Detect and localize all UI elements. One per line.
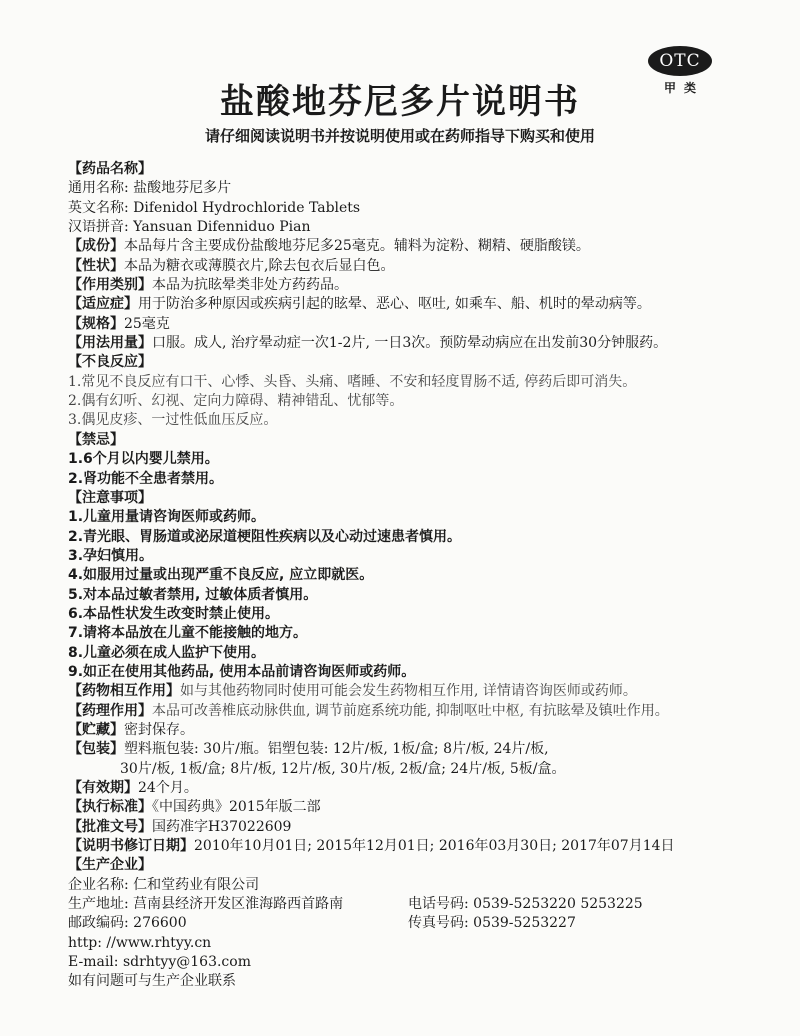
precautions-header: 【注意事项】: [68, 489, 152, 506]
precaution-item: 9.如正在使用其他药品, 使用本品前请咨询医师或药师。: [68, 663, 416, 680]
indications-text: 用于防治多种原因或疾病引起的眩晕、恶心、呕吐, 如乘车、船、机时的晕动病等。: [138, 296, 651, 313]
packaging-row: [68, 740, 788, 759]
otc-badge: OTC: [648, 46, 712, 76]
approval-row: [68, 818, 788, 837]
precaution-item: 2.青光眼、胃肠道或泌尿道梗阻性疾病以及心动过速患者慎用。: [68, 528, 462, 545]
precaution-item: 1.儿童用量请咨询医师或药师。: [68, 509, 266, 526]
precaution-item: 6.本品性状发生改变时禁止使用。: [68, 605, 280, 622]
validity-text: 24个月。: [138, 780, 198, 796]
page-subtitle: 请仔细阅读说明书并按说明使用或在药师指导下购买和使用: [204, 127, 595, 145]
dosage-row: [68, 334, 788, 353]
postcode-row: [68, 914, 788, 933]
dosage-text: 口服。成人, 治疗晕动症一次1-2片, 一日3次。预防晕动病应在出发前30分钟服药。: [152, 335, 668, 352]
revision-row: [68, 837, 788, 856]
otc-class-label: 甲类: [663, 81, 704, 95]
english-name: 英文名称: Difenidol Hydrochloride Tablets: [68, 199, 361, 216]
precaution-item: 3.孕妇慎用。: [68, 547, 154, 564]
adverse-header: 【不良反应】: [68, 354, 152, 371]
standard-text: 《中国药典》2015年版二部: [152, 799, 321, 816]
pharmacology-row: [68, 702, 788, 721]
composition-header: 【成份】: [68, 238, 124, 255]
interactions-text: 如与其他药物同时使用可能会发生药物相互作用, 详情请咨询医师或药师。: [180, 683, 637, 700]
production-address: 生产地址: 莒南县经济开发区淮海路西首路南: [68, 896, 344, 913]
pharmacology-header: 【药理作用】: [68, 702, 152, 719]
specification-row: [68, 315, 788, 334]
composition-text: 本品每片含主要成份盐酸地芬尼多25毫克。辅料为淀粉、糊精、硬脂酸镁。: [124, 238, 590, 255]
fax-number: 传真号码: 0539-5253227: [408, 915, 576, 932]
contraindication-item: 2.肾功能不全患者禁用。: [68, 470, 224, 487]
adverse-item: 1.常见不良反应有口干、心悸、头昏、头痛、嗜睡、不安和轻度胃肠不适, 停药后即可消失。: [68, 373, 637, 390]
website: http: //www.rhtyy.cn: [68, 934, 212, 951]
revision-header: 【说明书修订日期】: [68, 838, 194, 855]
composition-row: [68, 237, 788, 256]
specification-header: 【规格】: [68, 315, 124, 332]
indications-header: 【适应症】: [68, 296, 138, 313]
generic-name: 通用名称: 盐酸地芬尼多片: [68, 180, 232, 197]
precaution-item: 5.对本品过敏者禁用, 过敏体质者慎用。: [68, 586, 318, 603]
postcode: 邮政编码: 276600: [68, 915, 187, 932]
category-row: [68, 276, 788, 295]
category-header: 【作用类别】: [68, 277, 152, 294]
company-name: 企业名称: 仁和堂药业有限公司: [68, 876, 260, 893]
description-row: [68, 257, 788, 276]
precaution-item: 7.请将本品放在儿童不能接触的地方。: [68, 625, 308, 642]
pharmacology-text: 本品可改善椎底动脉供血, 调节前庭系统功能, 抑制呕吐中枢, 有抗眩晕及镇吐作用。: [152, 702, 669, 719]
pinyin-name: 汉语拼音: Yansuan Difenniduo Pian: [68, 219, 311, 236]
approval-text: 国药准字H37022609: [152, 818, 292, 835]
revision-text: 2010年10月01日; 2015年12月01日; 2016年03月30日; 2017年07月14日: [194, 838, 675, 855]
description-header: 【性状】: [68, 257, 124, 274]
address-row: [68, 895, 788, 914]
packaging-text-2: 30片/板, 1板/盒; 8片/板, 12片/板, 30片/板, 2板/盒; 24片/板, 5板/盒。: [120, 760, 566, 777]
indications-row: [68, 295, 788, 314]
storage-row: [68, 721, 788, 740]
dosage-header: 【用法用量】: [68, 335, 152, 352]
leaflet-body: [68, 160, 788, 992]
adverse-item: 2.偶有幻听、幻视、定向力障碍、精神错乱、忧郁等。: [68, 393, 404, 410]
interactions-header: 【药物相互作用】: [68, 683, 180, 700]
standard-row: [68, 798, 788, 817]
precaution-item: 4.如服用过量或出现严重不良反应, 应立即就医。: [68, 567, 374, 584]
description-text: 本品为糖衣或薄膜衣片,除去包衣后显白色。: [124, 257, 395, 274]
storage-header: 【贮藏】: [68, 721, 124, 738]
packaging-header: 【包装】: [68, 741, 124, 758]
category-text: 本品为抗眩晕类非处方药药品。: [152, 277, 348, 294]
precaution-item: 8.儿童必须在成人监护下使用。: [68, 644, 266, 661]
contraindications-header: 【禁忌】: [68, 431, 124, 448]
packaging-text-1: 塑料瓶包装: 30片/瓶。铝塑包装: 12片/板, 1板/盒; 8片/板, 24片/板,: [124, 741, 549, 758]
validity-header: 【有效期】: [68, 780, 138, 796]
interactions-row: [68, 682, 788, 701]
manufacturer-header: 【生产企业】: [68, 857, 152, 874]
contact-note: 如有问题可与生产企业联系: [68, 973, 236, 990]
approval-header: 【批准文号】: [68, 818, 152, 835]
specification-text: 25毫克: [124, 315, 170, 332]
name-header: 【药品名称】: [68, 161, 152, 177]
validity-row: [68, 779, 788, 798]
email: E-mail: sdrhtyy@163.com: [68, 954, 251, 971]
contraindication-item: 1.6个月以内婴儿禁用。: [68, 451, 219, 468]
storage-text: 密封保存。: [124, 721, 194, 738]
standard-header: 【执行标准】: [68, 799, 152, 816]
page-title: 盐酸地芬尼多片说明书: [220, 82, 580, 122]
adverse-item: 3.偶见皮疹、一过性低血压反应。: [68, 412, 278, 429]
phone-number: 电话号码: 0539-5253220 5253225: [408, 896, 643, 913]
